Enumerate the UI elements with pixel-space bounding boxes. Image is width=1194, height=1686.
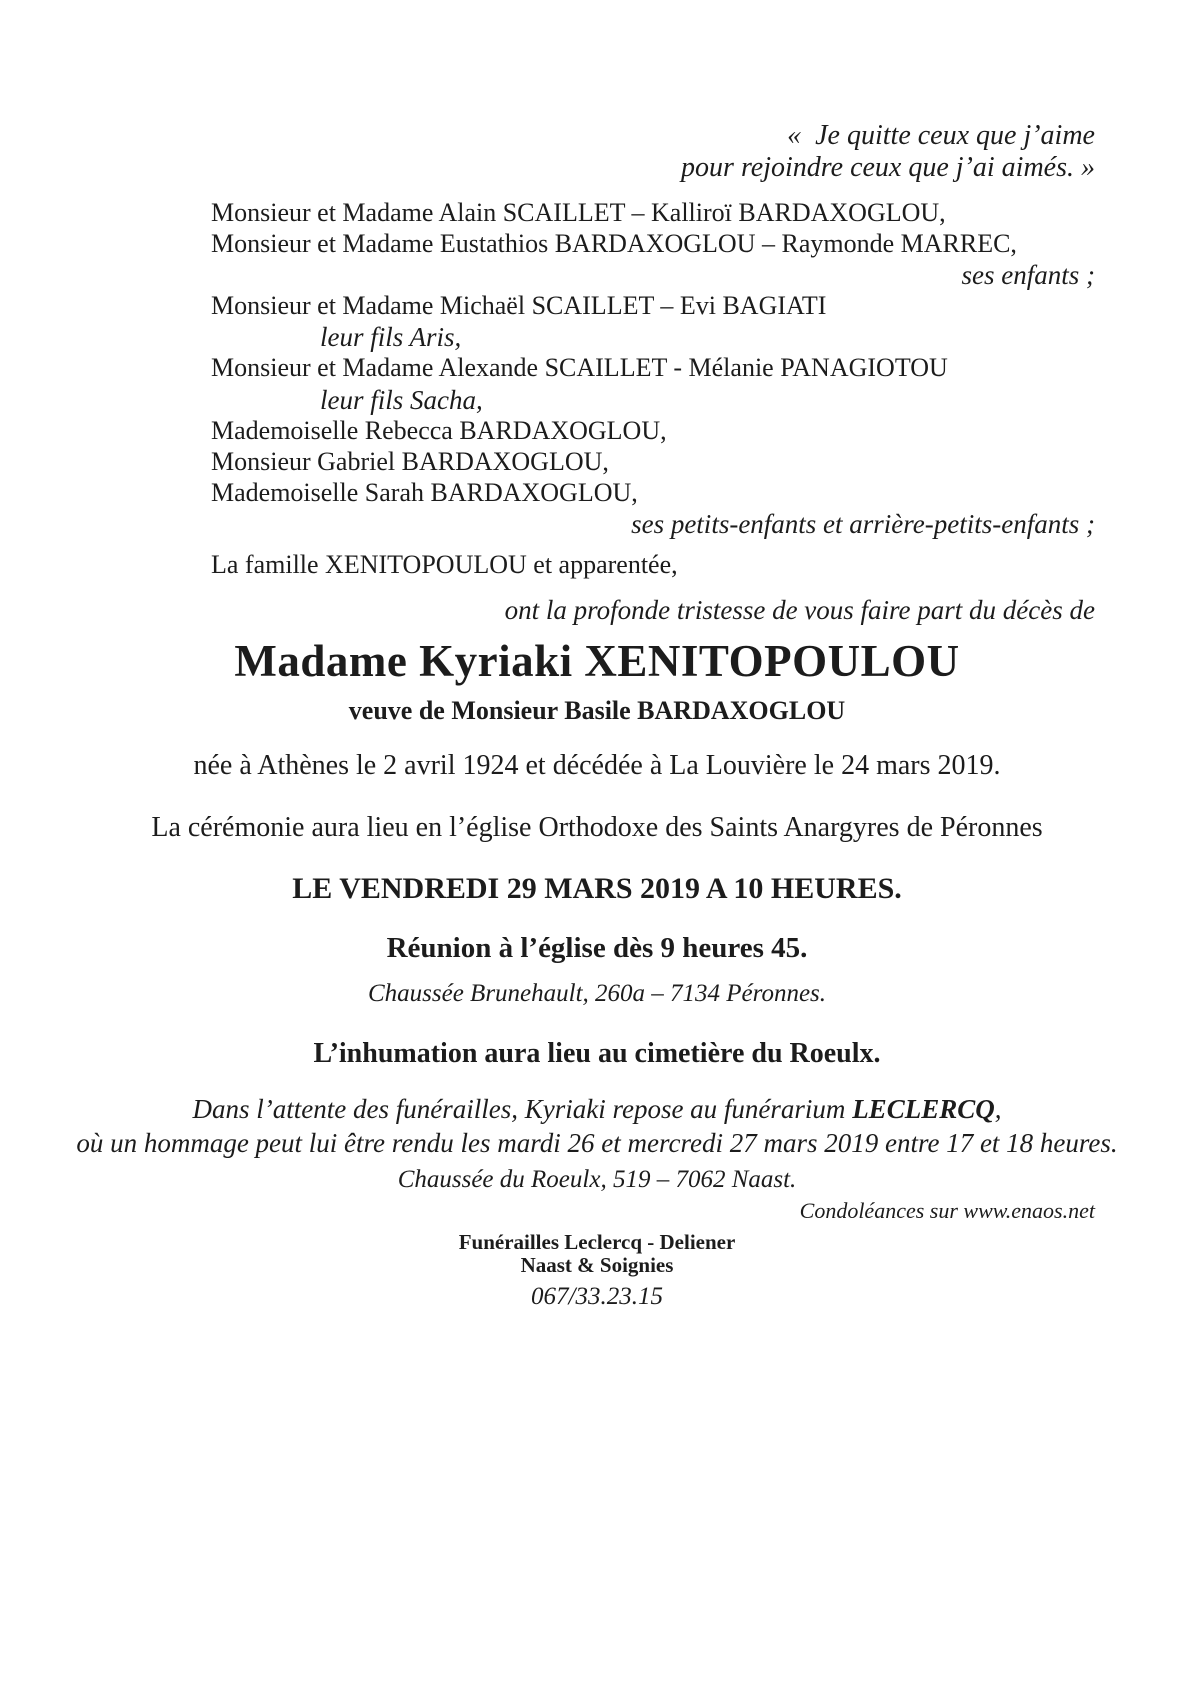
great-grandchild-1: leur fils Aris, <box>320 322 462 352</box>
extended-family: La famille XENITOPOULOU et apparentée, <box>211 550 678 579</box>
ceremony-intro: La cérémonie aura lieu en l’église Orthodoxe des Saints Anargyres de Péronnes <box>151 812 1043 843</box>
family-grandchild-3: Mademoiselle Rebecca BARDAXOGLOU, <box>211 416 667 445</box>
family-grandchild-5: Mademoiselle Sarah BARDAXOGLOU, <box>211 478 638 507</box>
repose-prefix: Dans l’attente des funérailles, Kyriaki repose au funérarium <box>192 1094 853 1124</box>
undertaker-phone: 067/33.23.15 <box>531 1283 663 1310</box>
ceremony-meeting: Réunion à l’église dès 9 heures 45. <box>386 932 808 964</box>
grandchildren-label: ses petits-enfants et arrière-petits-enfants ; <box>631 509 1095 539</box>
repose-notice <box>0 1094 1194 1125</box>
burial-notice: L’inhumation aura lieu au cimetière du Roeulx. <box>313 1038 881 1069</box>
epigraph-line-1: « Je quitte ceux que j’aime <box>787 120 1095 151</box>
undertaker-locations: Naast & Soignies <box>520 1253 674 1277</box>
ceremony-datetime: LE VENDREDI 29 MARS 2019 A 10 HEURES. <box>292 872 902 905</box>
funeral-home-address: Chaussée du Roeulx, 519 – 7062 Naast. <box>397 1166 797 1193</box>
family-child-1: Monsieur et Madame Alain SCAILLET – Kalliroï BARDAXOGLOU, <box>211 198 946 227</box>
family-grandchild-4: Monsieur Gabriel BARDAXOGLOU, <box>211 447 609 476</box>
church-address: Chaussée Brunehault, 260a – 7134 Péronnes. <box>367 980 827 1007</box>
condolences-note: Condoléances sur www.enaos.net <box>799 1198 1095 1223</box>
visiting-hours: où un hommage peut lui être rendu les mardi 26 et mercredi 27 mars 2019 entre 17 et 18 heures. <box>76 1128 1118 1158</box>
repose-suffix: , <box>994 1094 1002 1124</box>
children-label: ses enfants ; <box>961 260 1095 290</box>
family-child-2: Monsieur et Madame Eustathios BARDAXOGLOU – Raymonde MARREC, <box>211 229 1017 258</box>
deceased-widow-of: veuve de Monsieur Basile BARDAXOGLOU <box>348 696 846 725</box>
undertaker-name: Funérailles Leclercq - Deliener <box>458 1230 736 1254</box>
family-grandchild-1: Monsieur et Madame Michaël SCAILLET – Evi BAGIATI <box>211 291 827 320</box>
deceased-name: Madame Kyriaki XENITOPOULOU <box>234 636 960 686</box>
announcement-phrase: ont la profonde tristesse de vous faire part du décès de <box>504 595 1095 625</box>
great-grandchild-2: leur fils Sacha, <box>320 385 483 415</box>
funeral-home-name: LECLERCQ <box>852 1094 995 1124</box>
deceased-life-dates: née à Athènes le 2 avril 1924 et décédée à La Louvière le 24 mars 2019. <box>193 750 1001 781</box>
family-grandchild-2: Monsieur et Madame Alexande SCAILLET - Mélanie PANAGIOTOU <box>211 353 948 382</box>
epigraph-line-2: pour rejoindre ceux que j’ai aimés. » <box>681 152 1095 183</box>
